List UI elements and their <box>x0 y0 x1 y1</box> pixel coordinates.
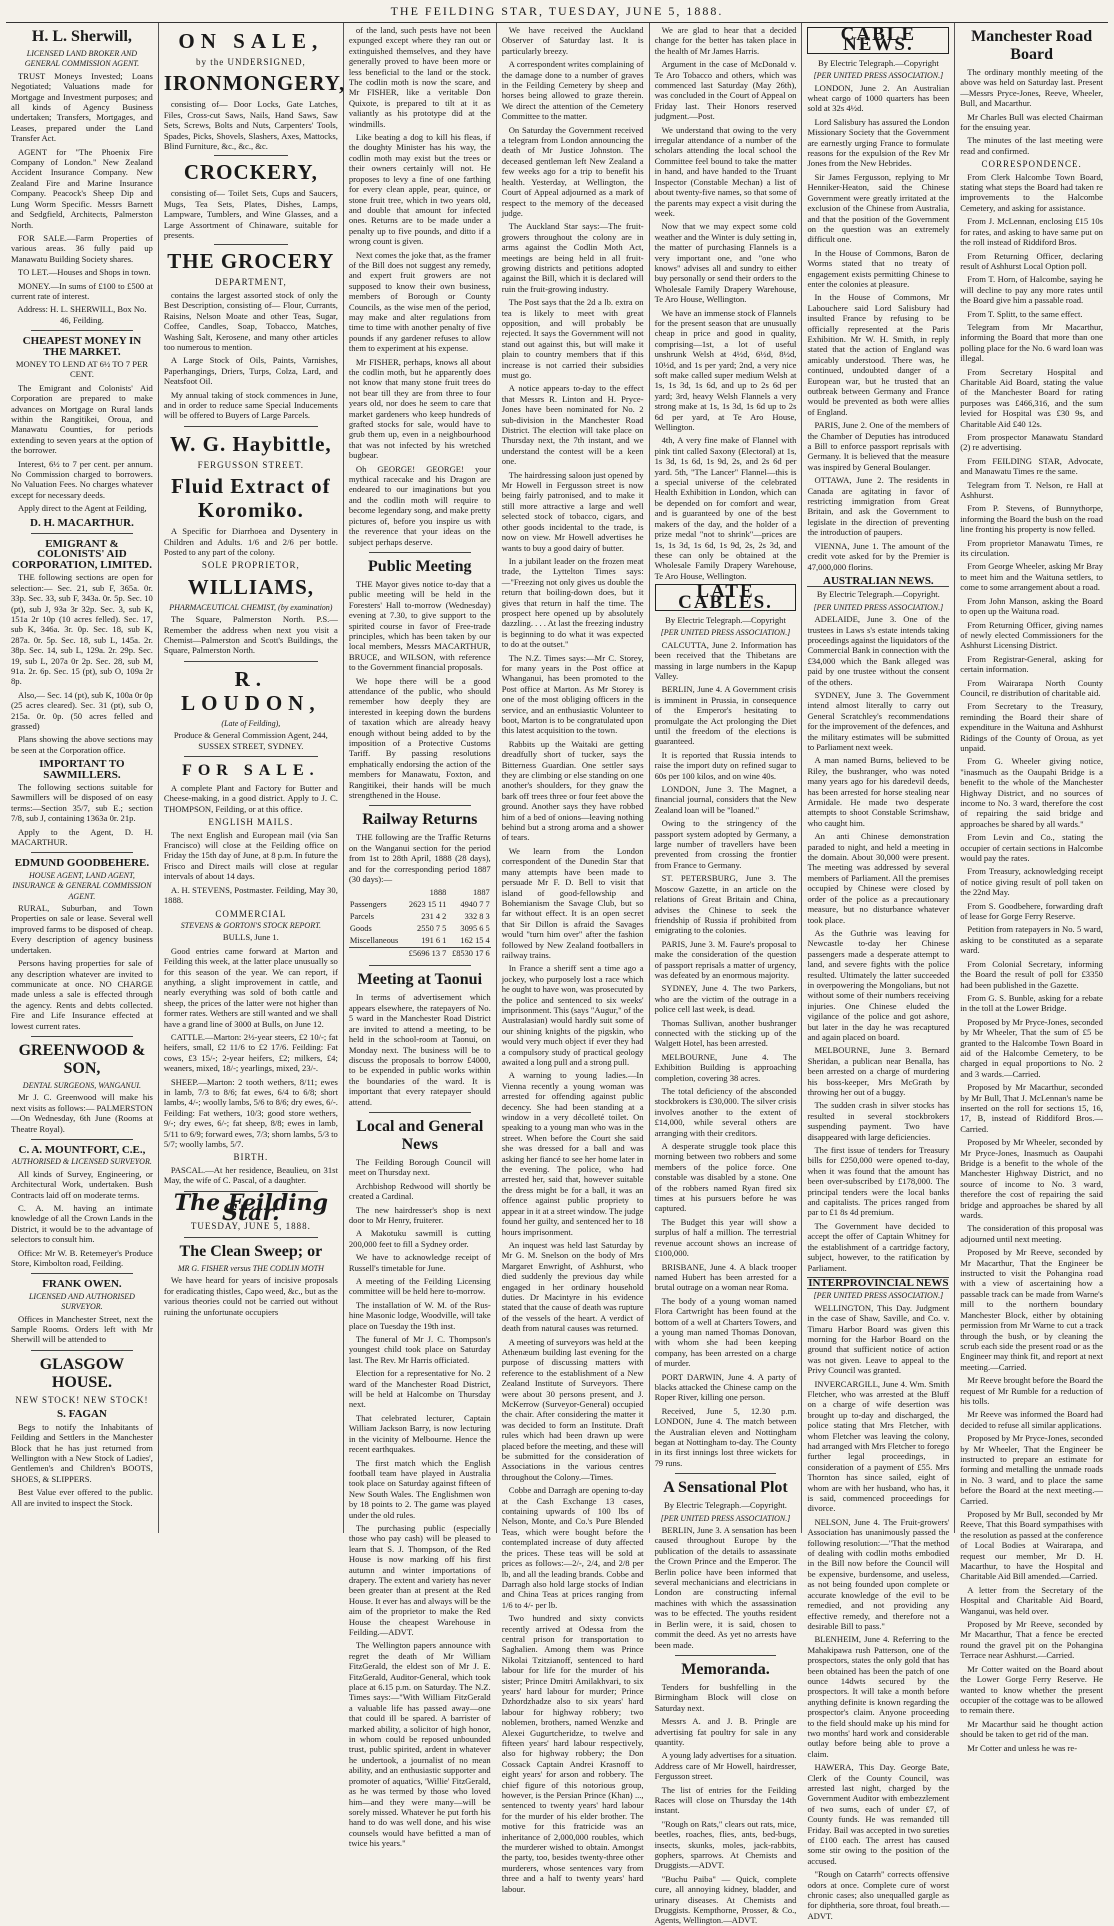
board-minutes-item: From Returning Officer, declaring result of Ashhurst Local Option poll. <box>960 250 1103 271</box>
haybittle-subheading: FERGUSSON STREET. <box>197 459 305 470</box>
cable-item: CALCUTTA, June 2. Information has been received that the Thibetans are massing in large numbers in the Kapup Valley. <box>654 639 797 681</box>
sensational-plot-agency: [PER UNITED PRESS ASSOCIATION.] <box>660 1513 791 1523</box>
birth-text: PASCAL.—At her residence, Beaulieu, on 31st May, the wife of C. Pascal, of a daughter. <box>163 1164 338 1186</box>
column-1 <box>6 23 159 1533</box>
on-sale-heading: ON SALE, <box>178 29 324 53</box>
board-minutes-item: From Levin and Co., stating the occupier of certain sections in Halcombe would pay the rates. <box>960 832 1103 864</box>
cable-item: In the House of Commons, Baron de Worms stated that no treaty of engagement exists permitting Chinese to enter the colonies at pleasure. <box>807 247 950 289</box>
cable-item: PORT DARWIN, June 4. A party of blacks attacked the Chinese camp on the Roper River, killing one person. <box>654 1371 797 1403</box>
late-cables-heading: LATE CABLES. <box>655 584 797 611</box>
sherwill-text: AGENT for "The Phoenix Fire Company of London." New Zealand Accident Insurance Company. New Zealand Fire and Marine Insurance Company. Peacock's Sheep Dip and Lung Worm Specific. Messrs Barnett and Sedgfield, Architects, Palmerston North. <box>11 146 153 230</box>
table-cell: £8530 17 6 <box>452 949 490 959</box>
emigrant-heading: EMIGRANT & COLONISTS' AID CORPORATION, LIMITED. <box>11 538 152 571</box>
board-minutes-item: Proposed by Mr Wheeler, seconded by Mr Pryce-Jones, Inasmuch as Oaupahi Bridge is a benefit to the whole of the Manchester Highway District, and no source of income to No. 3 ward, therefore the cost of repairing the said bridge and approaches be shared by all wards. <box>960 1137 1103 1221</box>
table-cell: Parcels <box>349 912 375 922</box>
board-minutes-item: Telegram from Mr Macarthur, informing the Board that more than one polling place for the No. 6 ward loan was illegal. <box>960 321 1103 364</box>
interprovincial-news-item: HAWERA, This Day. George Bate, Clerk of the County Council, was arrested last night, charged by the Government Auditor with embezzlement of two sums, each of under £7, of County funds. He was remanded till Friday. Bail was accepted in two sureties of £100 each. The arrest has caused some stir owing to the position of the accused. <box>807 1762 950 1866</box>
local-news-item: A warning to young ladies.—In Vienna recently a young woman was arrested for offending against public decency. She had been standing at a window in a very décolleté toilet. On speaking to a young man who was in the street. When before the Court she said she was dressed for a ball and was asking her fiancé to see her home later in the evening. The police, who had arrested her, said that, however suitable the dress might be for a ball, it was an offence against public propriety to appear in it at a street window. The judge found her guilty, and sentenced her to 18 hours imprisonment. <box>501 1070 644 1237</box>
sensational-plot-heading: A Sensational Plot <box>663 1479 788 1497</box>
clean-sweep-text: We have heard for years of incisive proposals for eradicating thistles, Capo weed, &c., but as the various theories could not be carried out without ruining the unfortunate occupiers <box>163 1275 338 1317</box>
australian-news-item: SYDNEY, June 3. The Government intend almost literally to carry out General Scratchley's recommendations for the improvement of the defences, and the military estimates will be submitted to Parliament next week. <box>807 689 950 752</box>
board-minutes-item: Mr Charles Bull was elected Chairman for the ensuing year. <box>960 111 1103 133</box>
board-minutes-item: From John Manson, asking the Board to open up the Waituna road. <box>960 595 1103 617</box>
koromiko-text: A Specific for Diarrhoea and Dysentery in Children and Adults. 1/6 and 2/6 per bottle. Posted to any part of the colony. <box>163 526 338 557</box>
australian-news-item: An anti Chinese demonstration paraded to night, and held a meeting in the domain. About 30,000 were present. The meeting was addressed by several members of Parliament. All the premises occupied by Chinese were closed by order of the police as a precautionary measure, but no disturbance whatever took place. <box>807 831 950 925</box>
cable-item: PARIS, June 2. One of the members of the Chamber of Deputies has introduced a Bill to enforce passport reprisals with Germany. It is believed that the measure was inspired by General Boulanger. <box>807 420 950 472</box>
board-minutes-item: From P. Stevens, of Bunnythorpe, informing the Board the bush on the road line fronting his property is now felled. <box>960 503 1103 535</box>
loudon-heading: R. LOUDON, <box>181 666 321 715</box>
sherwill-heading: H. L. Sherwill, <box>31 28 132 45</box>
fagan-text: Begs to notify the Inhabitants of Feilding and Settlers in the Manchester Block that he has just returned from Wellington with a New Stock of Ladies', Gentlemen's and Children's BOOTS, SHOES, & SLIPPERS. <box>11 1421 153 1484</box>
memoranda-item: Messrs A. and J. B. Pringle are advertising fat poultry for sale in any quantity. <box>654 1716 797 1747</box>
haybittle-heading: W. G. Haybittle, <box>170 431 332 456</box>
loudon-text: Produce & General Commission Agent, 244, SUSSEX STREET, SYDNEY. <box>173 730 328 751</box>
divider <box>184 426 318 427</box>
grocery-subheading: DEPARTMENT, <box>215 277 287 288</box>
column-4 <box>497 23 650 1894</box>
local-news-item: We have received the Auckland Observer of Saturday last. It is particularly breezy. <box>501 25 644 56</box>
crockery-heading: CROCKERY, <box>183 160 318 185</box>
board-minutes-item: From S. Goodbehere, forwarding draft of lease for Gorge Ferry Reserve. <box>960 900 1103 922</box>
public-meeting-heading: Public Meeting <box>368 557 472 575</box>
cable-item: LONDON, June 2. An Australian wheat cargo of 1000 quarters has been sold at 32s 4½d. <box>807 82 950 114</box>
newspaper-date: TUESDAY, JUNE 5, 1888. <box>190 1221 311 1232</box>
board-minutes-item: Proposed by Mr Macarthur, seconded by Mr Bull, That J. McLennan's name be inserted on the roll for sections 15, 16, 17, B, instead of Riddiford Bros.—Carried. <box>960 1082 1103 1134</box>
koromiko-heading: Fluid Extract of Koromiko. <box>171 474 331 523</box>
table-row <box>349 948 491 961</box>
ironmongery-heading: IRONMONGERY, <box>163 71 346 96</box>
local-news-item: 4th, A very fine make of Flannel with pink tint called Saxony (Electoral) at 1s, 1s 3d, 1s 6d, 1s 9d, 2s, and 2s 6d per yard. 5th, "The Lancer" Flannel—this is a special universe of the celebrated Health Exhibition in London, which can be depended on for comfort and wear, and is guaranteed by one of the best makers of the day, and the holder of a prize medal "not to shrink"—prices are 1s, 1s 3d, 1s 6d, 1s 9d, 2s, 2s 3d, and these can only be obtained at the Wholesale Family Drapery Warehouse, Te Aro House, Wellington. <box>654 435 797 581</box>
local-news-item: Argument in the case of McDonald v. Te Aro Tobacco and others, which was commenced last Saturday (May 26th), was concluded in the Court of Appeal on Friday last. Their Honors reserved judgment.—Post. <box>654 59 797 122</box>
grocery-text: A Large Stock of Oils, Paints, Varnishes, Paperhangings, Driers, Turps, Colza, Lard, and Neatsfoot Oil. <box>163 355 338 387</box>
column-5 <box>650 23 803 1926</box>
column-3 <box>344 23 497 1849</box>
cable-item: The body of a young woman named Flora Cartwright has been found at the bottom of a well at Charters Towers, and a young man named Thomas Donovan, with whom she had been keeping company, has been arrested on a charge of murder. <box>654 1295 797 1369</box>
divider <box>31 1036 133 1037</box>
memoranda-item: The list of entries for the Feilding Races will close on Thursday the 14th instant. <box>654 1784 797 1816</box>
board-minutes-item: Telegram from T. Nelson, re Hall at Ashhurst. <box>960 479 1103 501</box>
local-news-item: The funeral of Mr J. C. Thompson's youngest child took place on Saturday last. The Rev. Mr Harris officiated. <box>348 1334 491 1365</box>
table-cell: 1887 <box>472 888 490 898</box>
grocery-text: contains the largest assorted stock of only the Best Description, consisting of— Flour, Currants, Raisins, Nelson Moate and other Teas, Sugar, Coffee, Candles, Soap, Tobacco, Matches, Washing Salt, Kerosene, and many other articles too numerous to mention. <box>163 289 338 352</box>
local-news-item: Two hundred and sixty convicts recently arrived at Odessa from the central prison for transportation to Saghalien. Among them was Prince Nikolai Tzitzianoff, sentenced to hard labour for life for the murder of his sister; Prince Dmitri Amilakhvari, to six years' hard labour for murder; Prince Dzhordzhadze also to six years' hard labour for highway robbery; two noblemen, brothers, named Wenzke and Alexei Gugurtcheridze, to twelve and fifteen years' hard labour respectively, also for highway robbery; the Don Cossack Captain Andrei Krasnoff to eight years' for arson and robbery. The chief figure of this notorious group, however, is the Persian Prince (Khan) ..., sentenced to twenty years' hard labour for the murder of his elder brother. The motive for this fratricide was an inheritance of 2,000,000 roubles, which the murderer wished to obtain. Amongst the party, too, besides twenty-three other murderers, whose sentences vary from three and a half to twenty years' hard labour. <box>501 1613 644 1894</box>
australian-news-item: As the Guthrie was leaving for Newcastle to-day her Chinese passengers made a desperate attempt to land, and severe fights with the police resulted. Ultimately the latter succeeded in overpowering the Mongolians, but not without some of their numbers receiving injuries. One Chinese eluded the vigilance of the police and got ashore, but later in the day he was recaptured and again placed on board. <box>807 927 950 1042</box>
mountfort-subheading: AUTHORISED & LICENSED SURVEYOR. <box>12 1157 152 1167</box>
divider <box>214 155 288 156</box>
table-cell: 4940 7 7 <box>460 900 490 910</box>
local-news-item: The first match which the English football team have played in Australia took place on Saturday against fifteen of New South Wales. The Englishmen won by 18 points to 2. The game was played under the old rules. <box>348 1457 491 1520</box>
cable-item: VIENNA, June 1. The amount of the credit vote asked for by the Premier is 47,000,000 florins. <box>807 540 950 572</box>
sawmillers-text: Apply to the Agent, D. H. MACARTHUR. <box>11 826 153 848</box>
goodbehere-text: RURAL, Suburban, and Town Properties on sale or lease. Several well improved farms to be disposed of cheap. Every description of agency business undertaken. <box>11 903 153 955</box>
cable-item: BERLIN, June 4. A Government crisis is imminent in Prussia, in consequence of the Emperor's hesitating to promulgate the Act prolonging the Diet until the freedom of the elections is guaranteed. <box>654 684 797 747</box>
divider <box>214 244 288 245</box>
cable-item: The Budget this year will show a surplus of half a million. The terrestrial revenue account shows an increase of £100,000. <box>654 1216 797 1259</box>
cable-item: Lord Salisbury has assured the London Missionary Society that the Government are earnestly urging France to formulate reasons for the expulsion of the Rev Mr Jones from the New Hebrides. <box>807 116 950 169</box>
clean-sweep-heading: The Clean Sweep; or <box>179 1242 323 1260</box>
railway-returns-table <box>349 887 491 960</box>
loudon-subheading: (Late of Feilding), <box>221 718 281 728</box>
table-row <box>349 887 491 899</box>
cable-item: It is reported that Russia intends to raise the import duty on refined sugar to 60s per 100 kilos, and on wine 40s. <box>654 749 797 781</box>
cable-news-agency: [PER UNITED PRESS ASSOCIATION.] <box>813 71 944 81</box>
divider <box>369 1112 471 1113</box>
board-minutes-item: Proposed by Mr Reeve, seconded by Mr Macarthur, That the Engineer be instructed to visit the Pohangina road with a view of ascertaining how a passable track can be made from Warne's mill to the northern boundary Manchester Block, either by obtaining permission from Mr Warne to cut a track through the bush, or by cleaning the scrub each side the present road or as the Engineer may think fit, and report at next meeting.—Carried. <box>960 1247 1103 1372</box>
local-news-item: That celebrated lecturer, Captain William Jackson Barry, is now lecturing in the vicinity of Melbourne. Hence the recent earthquakes. <box>348 1412 491 1455</box>
article-text: Next comes the joke that, as the framer of the Bill does not suggest any remedy, and expert fruit growers are not supposed to know their own business, members of Borough or County Councils, as the wise men of the period, may make and alter regulations from time to time with another penalty of five pounds if any gardener refuses to allow them to experiment at his expense. <box>348 249 491 354</box>
divider <box>369 965 471 966</box>
late-cables-byline: By Electric Telegraph.—Copyright <box>665 614 786 625</box>
grocery-text: My annual taking of stock commences in June, and in order to reduce same Special Inducements will be offered to Buyers of Large Parcels. <box>163 389 338 421</box>
table-cell: 3095 6 5 <box>460 924 490 934</box>
money-text: The Emigrant and Colonists' Aid Corporation are prepared to make advances on Mortgage on Rural lands within the Rangitikei, Oroua, and Manawatu Counties, for periods extending to seven years at the option of the borrower. <box>11 382 153 456</box>
goodbehere-subheading: HOUSE AGENT, LAND AGENT, INSURANCE & GENERAL COMMISSION AGENT. <box>12 870 152 901</box>
divider <box>31 533 133 534</box>
mountfort-heading: C. A. MOUNTFORT, C.E., <box>18 1143 146 1156</box>
divider <box>184 1237 318 1238</box>
goodbehere-heading: EDMUND GOODBEHERE. <box>14 857 150 870</box>
greenwood-text: Mr J. C. Greenwood will make his next visits as follows:— PALMERSTON—On Wednesday, 6th June (Rooms at Theatre Royal). <box>11 1092 153 1134</box>
board-minutes-item: From T. Splitt, to the same effect. <box>967 308 1083 319</box>
table-cell: 162 15 4 <box>460 936 490 946</box>
mails-signature: A. H. STEVENS, Postmaster. Feilding, May 30, 1888. <box>163 884 338 906</box>
sole-proprietor: SOLE PROPRIETOR, <box>201 560 300 571</box>
interprovincial-news-agency: [PER UNITED PRESS ASSOCIATION.] <box>813 1291 944 1301</box>
article-text: of the land, such pests have not been expunged except where they ran out or extinguished themselves, and they have generally proved to have been more or less beneficial to the land or the stock. The codlin moth is now the scare, and Mr FISHER, like a veritable Don Quixote, is prepared to tilt at it as valiantly as his prototype did at the windmills. <box>348 25 491 129</box>
cable-item: Owing to the stringency of the passport system adopted by Germany, a large number of travellers have been prevented from crossing the frontier from France to Germany. <box>654 818 797 870</box>
column-7 <box>955 23 1108 1753</box>
interprovincial-news-item: "Rough on Catarrh" corrects offensive odors at once. Complete cure of worst chronic cases; also unequalled gargle as for diphtheria, sore throat, foul breath.—ADVT. <box>807 1869 950 1921</box>
local-news-item: The hairdressing saloon just opened by Mr Howell in Fergusson street is now being fairly patronised, and to make it still more attractive a large and well selected stock of tobacco, cigars, and other goods incidental to the trade, is now on view. Mr Howell advertises he wants to buy a good dairy of butter. <box>501 469 644 553</box>
board-minutes-item: Proposed by Mr Pryce-Jones, seconded by Mr Wheeler, That the Engineer be instructed to prepare an estimate for forming and metalling the unmade roads in No. 3 ward, and to place the same before the Board at the next meeting.—Carried. <box>960 1433 1103 1506</box>
local-news-item: Now that we may expect some cold weather and the Winter is duly setting in, the matter of purchasing Flannels is a very important one, and "one who knows" advises all and sundry to either buy personally or send their orders to the Wholesale Family Drapery Warehouse, Te Aro House, Wellington. <box>654 221 797 305</box>
divider <box>31 330 133 331</box>
divider <box>184 661 318 662</box>
grocery-heading: THE GROCERY <box>167 249 335 274</box>
williams-text: The Square, Palmerston North. P.S.—Remember the address when next you visit a Chemist—Palmerston and Scott's Buildings, the Square, Palmerston North. <box>163 614 338 656</box>
board-minutes-item: From Registrar-General, asking for certain information. <box>960 653 1103 675</box>
sawmillers-heading: IMPORTANT TO SAWMILLERS. <box>39 758 125 781</box>
sherwill-text: TRUST Moneys Invested; Loans Negotiated; Valuations made for Mortgage and Investment purposes; and all kinds of Agency Business undertaken; Transfers, Mortgages, and Leases, prepared under the Land Transfer Act. <box>11 70 153 144</box>
fagan-heading: S. FAGAN <box>56 1408 107 1421</box>
local-news-item: An inquest was held last Saturday by Mr G. M. Snelson on the body of Mrs Margaret Enwright, of Ashhurst, who died suddenly the previous day while engaged in her ordinary household duties. Dr Macintyre in his evidence stated that the cause of death was rupture of the vessels of the heart. A verdict of death from natural causes was returned. <box>501 1239 644 1334</box>
sherwill-text: FOR SALE.—Farm Properties of various areas. 36 fully paid up Manawatu Building Society shares. <box>11 232 153 264</box>
local-news-item: We are glad to hear that a decided change for the better has taken place in the health of Mr James Harris. <box>654 25 797 56</box>
board-minutes-item: From FEILDING STAR, Advocate, and Manawatu Times re the same. <box>960 455 1103 477</box>
memoranda-heading: Memoranda. <box>681 1660 770 1678</box>
local-news-item: In France a sheriff sent a time ago a jockey, who purposely lost a race which he ought to have won, was prosecuted by the police and sentenced to six weeks' imprisonment. This (says "Augur," of the Australasian) would hardly suit some of our shining knights of the pigskin, who would very much object if ever they had a compulsory study of practical geology awaited a long pull and a strong pull. <box>501 963 644 1067</box>
cable-item: SYDNEY, June 4. The two Parkers, who are the victim of the outrage in a police cell last week, is dead. <box>654 983 797 1015</box>
for-sale-text: A complete Plant and Factory for Butter and Cheese-making, in a good district. Apply to J. C. THOMPSON, Feilding, or at this office. <box>163 783 338 814</box>
local-news-item: The new hairdresser's shop is next door to Mr Henry, fruiterer. <box>348 1204 491 1225</box>
memoranda-item: "Rough on Rats," clears out rats, mice, beetles, roaches, flies, ants, bed-bugs, insects, skunks, moles, jack-rabbits, gophers, sparrows. At Chemists and Druggists.—ADVT. <box>654 1818 797 1871</box>
table-row <box>349 923 491 935</box>
greenwood-heading: GREENWOOD & SON, <box>18 1041 146 1077</box>
interprovincial-news-item: INVERCARGILL, June 4. Wm. Smith Fletcher, who was arrested at the Bluff on a charge of wife desertion was brought up to-day and discharged, the police stating that Mrs Fletcher, with whom Fletcher was leaving the colony, had arranged with Mrs Fletcher to forego further legal proceedings, in consideration of a payment of £55. Mrs Thornton has since sailed, eight of whom are with her husband, who has, it is said, commenced proceedings for divorce. <box>807 1378 950 1514</box>
sherwill-address: Address: H. L. SHERWILL, Box No. 46, Feilding. <box>17 304 147 325</box>
mountfort-text: Office: Mr W. B. Retemeyer's Produce Store, Kimbolton road, Feilding. <box>11 1247 153 1269</box>
emigrant-text: THE following sections are open for selection:— Sec. 21, sub F, 365a. 0r. 33p. Sec. 33, sub F, 343a. 0r. 5p. Sec. 10 (pt), sub J, 93a 3r 32p. Sec. 3, sub K, 151a 2r 10p (10 acres felled). Sec. 17, sub K, 346a. 3r. 0p. Sec. 18, sub K, 287a. 0r. 5p. Sec. 18, sub L, 145a. 2r. 38p. Sec. 14, sub L, 129a. 2r. 29p. Sec. 19, sub L, 207a 0r 2p. Sec. 28, sub M, 91a. 2r. 6p. Sec. 15 (pt), sub O, 109a 2r 8p. <box>11 572 153 687</box>
local-news-item: The Feilding Borough Council will meet on Thursday next. <box>348 1156 491 1178</box>
owen-text: Offices in Manchester Street, next the Sample Rooms. Orders left with Mr Sherwill will be attended to <box>11 1313 153 1345</box>
late-cables-agency: [PER UNITED PRESS ASSOCIATION.] <box>660 628 791 638</box>
public-meeting-text: We hope there will be a good attendance of the public, who should remember how deeply they are interested in keeping down the burdens of taxation which are already heavy enough without being added to by the imposition of a Protective Customs Tariff. By passing resolutions emphatically endorsing the action of the members for Manawatu, Foxton, and Rangitikei, their hands will be much strengthened in the House. <box>348 675 491 801</box>
divider <box>675 1473 777 1474</box>
australian-news-byline: By Electric Telegraph.—Copyright. <box>816 589 940 600</box>
money-text: Apply direct to the Agent at Feilding, <box>18 503 147 514</box>
cable-item: Sir James Fergusson, replying to Mr Henniker-Heaton, said the Chinese Government were greatly irritated at the exclusion of the Chinese from Australia, and that the position of the Government on the question was an extremely difficult one. <box>807 171 950 245</box>
article-text: Like beating a dog to kill his fleas, if the doughty Minister has his way, the codlin moth may exist but the trees or their owners certainly will not. He proposes to levy a fine of one farthing for every clean apple, pear, quince, or stone fruit tree, which in two years old, and double that amount for infected ones. Returns are to be made under a penalty up to five pounds, and ditto if a wrong count is given. <box>348 132 491 247</box>
local-news-item: The Wellington papers announce with regret the death of Mr William FitzGerald, the eldest son of Mr J. E. FitzGerald, Auditor-General, which took place at 6.15 p.m. on Saturday. The N.Z. Times says:—"With William FitzGerald a valuable life has passed away—one that could ill be spared. A barrister of marked ability, a solicitor of high honor, in whom could be reposed unbounded trust, public spirited, ardent in whatever he undertook, a journalist of no mean ability, and an enthusiastic supporter and promoter of aquatics, 'Willie' FitzGerald, as he was termed by those who loved him—and they were many—will be sorely missed. Whatever he put forth his hand to do was well done, and his wise counsels would have befitted a man of twice his years." <box>348 1640 491 1849</box>
board-minutes-item: The consideration of this proposal was adjourned until next meeting. <box>960 1223 1103 1244</box>
table-cell: 1888 <box>429 888 447 898</box>
local-news-item: Cobbe and Darragh are opening to-day at the Cash Exchange 13 cases, containing upwards of 100 lbs of Nelson, Monte, and Co.'s Pure Blended Teas, which were bought before the contemplated increase of duty affected the prices. These teas will be sold at prices as follows:—2/-, 2/4, and 2/8 per lb, and all the leading brands. Cobbe and Darragh also hold large stocks of Indian and China Teas at prices ranging from 1/6 to 4/- per lb. <box>501 1485 644 1610</box>
cable-news-heading: CABLE NEWS. <box>807 27 949 54</box>
cable-news-byline: By Electric Telegraph.—Copyright <box>818 57 939 68</box>
ironmongery-text: consisting of— Door Locks, Gate Latches, Files, Cross-cut Saws, Nails, Hand Saws, Saw Sets, Screws, Bolts and Nuts, Carpenters' Tools, Spades, Picks, Shovels, Slashers, Axes, Mattocks, Blind Furniture, &c., &c., &c. <box>163 99 338 152</box>
australian-news-heading: AUSTRALIAN NEWS. <box>807 576 949 587</box>
board-minutes-item: Mr Cotter and unless he was re- <box>967 1742 1078 1753</box>
commercial-heading: COMMERCIAL <box>215 908 287 919</box>
board-minutes-item: From T. Horn, of Halcombe, saying he will decline to pay any more rates until the Board give him a passable road. <box>960 274 1103 306</box>
board-minutes-item: Mr Cotter waited on the Board about the Lower Gorge Ferry Reserve. He wanted to know whether the present occupier of the cottage was to be allowed to remain there. <box>960 1663 1103 1716</box>
local-news-item: We understand that owing to the very irregular attendance of a number of the scholars attending the local school the Committee feel bound to take the matter in hand, and have handed to the Truant Inspector (Constable Mechan) a list of about twenty-five names, so that some of the parents may expect a visit during the week. <box>654 124 797 218</box>
commercial-date: BULLS, June 1. <box>222 932 279 943</box>
column-2 <box>159 23 344 1533</box>
cable-item: The total deficiency of the absconded stockbrokers is £30,000. The silver crisis involves another to the extent of £14,000, while several others are arranging with their creditors. <box>654 1086 797 1138</box>
board-minutes-item: From J. McLennan, enclosing £15 10s for rates, and asking to have same put on the roll instead of Riddiford Bros. <box>960 216 1103 248</box>
table-cell: 332 8 3 <box>464 912 490 922</box>
money-text: MONEY TO LEND AT 6½ TO 7 PER CENT. <box>15 358 148 380</box>
taonui-meeting-text: In terms of advertisement which appears elsewhere, the ratepayers of No. 5 ward in the Manchester Road District are invited to attend a meeting, to be held in the school-room at Taonui, on Monday next. The business will be to discuss the proposals to borrow £4000, to be expended in public works within the boundaries of the ward. It is important that every ratepayer should attend. <box>348 992 491 1107</box>
board-minutes-item: From Secretary Hospital and Charitable Aid Board, stating the value of the Manchester Board for rating purposes was £466,316, and the sum levied for Hospital was £30 9s, and Charitable Aid £40 12s. <box>960 366 1103 429</box>
table-cell: Miscellaneous <box>349 936 399 946</box>
glasgow-subheading: NEW STOCK! NEW STOCK! <box>15 1394 149 1405</box>
sherwill-text: TO LET.—Houses and Shops in town. <box>18 267 151 278</box>
williams-heading: WILLIAMS, <box>187 574 314 599</box>
board-minutes-item: Mr Reeve brought before the Board the request of Mr Rumble for a reduction of his tolls. <box>960 1375 1103 1406</box>
money-signature: D. H. MACARTHUR. <box>30 516 134 529</box>
goodbehere-text: Persons having properties for sale of any description whatever are invited to communicate at once. NO CHARGE made unless a sale is effected through the agency. Rents and debts collected. Fire and Life Insurance effected at lowest current rates. <box>11 958 153 1031</box>
mountfort-text: C. A. M. having an intimate knowledge of all the Crown Lands in the District, it would be to the advantage of selectors to consult him. <box>11 1203 153 1245</box>
sherwill-subheading: LICENSED LAND BROKER AND GENERAL COMMISSION AGENT. <box>24 49 140 69</box>
memoranda-item: "Buchu Paiba" — Quick, complete cure, all annoying kidney, bladder, and urinary diseases. At Chemists and Druggists. Kempthorne, Prosser, & Co., Agents, Wellington.—ADVT. <box>654 1873 797 1926</box>
local-news-item: The N.Z. Times says:—Mr C. Storey, for many years in the Post office at Whanganui, has been promoted to the Post office at Marton. As Mr Storey is one of the most obliging officers in the service, and an enthusiastic Volunteer to boot, Marton is to be congratulated upon this latest acquisition to the town. <box>501 652 644 736</box>
glasgow-heading: GLASGOW HOUSE. <box>39 1355 125 1391</box>
clean-sweep-subheading: MR G. FISHER versus THE CODLIN MOTH <box>177 1263 324 1273</box>
table-cell: £5696 13 7 <box>408 949 447 959</box>
board-minutes-item: From Treasury, acknowledging receipt of notice giving result of poll taken on the 22nd May. <box>960 866 1103 898</box>
table-cell: Goods <box>349 924 372 934</box>
board-minutes-item: Petition from ratepayers in No. 5 ward, asking to be constituted as a separate ward. <box>960 924 1103 956</box>
owen-heading: FRANK OWEN. <box>42 1278 122 1291</box>
board-minutes-item: From proprietor Manawatu Times, re its circulation. <box>960 537 1103 559</box>
money-text: Interest, 6½ to 7 per cent. per annum. No Commission charged to borrowers. No Valuation Fees. No charges whatever except for necessary deeds. <box>11 458 153 500</box>
memoranda-item: Tenders for bushfelling in the Birmingham Block will close on Saturday next. <box>654 1681 797 1713</box>
mountfort-text: All kinds of Survey, Engineering, or Architectural Work, undertaken. Bush Contracts laid off on moderate terms. <box>11 1168 153 1200</box>
board-minutes-item: From G. S. Bunble, asking for a rebate in the toll at the Lower Bridge. <box>960 992 1103 1014</box>
columns <box>6 23 1108 1926</box>
sensational-plot-text: BERLIN, June 3. A sensation has been caused throughout Europe by the publication of the details to assassinate the Crown Prince and the Emperor. The Berlin police have been informed that several mechanicians and electricians in London are constructing infernal machines with which the assassination was to be effected. The youths resident in Berlin were, it is said, chosen to commit the deed. As yet no arrests have been made. <box>654 1525 797 1650</box>
table-cell: 2550 7 5 <box>417 924 447 934</box>
commercial-text: Good entries came forward at Marton and Feilding this week, at the latter place unusually so for this season of the year. We can report, if anything, a slight improvement in cattle, and nearly everything was sold of both cattle and sheep, the prices of the latter were not higher than former rates. Wethers are still wanted and we shall have a grand line of 3000 at Bulls, on June 12. <box>163 945 338 1029</box>
table-cell <box>349 948 404 961</box>
cable-item: A desperate struggle took place this morning between two robbers and some members of the police force. One constable was disabled by a stone. One of the robbers named Ryan fired six times at his pursuers before he was captured. <box>654 1141 797 1214</box>
for-sale-heading: FOR SALE. <box>182 762 320 780</box>
on-sale-by: by the UNDERSIGNED, <box>195 57 306 67</box>
australian-news-item: MELBOURNE, June 3. Bernard Sheridan, a publican near Benalla, has been arrested on a charge of murdering his boss-keeper, Mrs McGrath by throwing her out of a buggy. <box>807 1045 950 1097</box>
local-news-item: A meeting of surveyors was held at the Athenæum building last evening for the purpose of discussing matters with reference to the establishment of a New Zealand Institute of Surveyors. There were about 30 persons present, and J. McKerrow (Surveyor-General) occupied the chair. After considering the matter it was decided to form an Institute. Draft rules which had been drawn up were placed before the meeting, and these will be submitted for the consideration of Associations in the various centres throughout the Colony.—Times. <box>501 1336 644 1482</box>
railway-returns-text: THE following are the Traffic Returns on the Wanganui section for the period from 1st to 28th April, 1888 (28 days), and for the corresponding period 1887 (30 days):— <box>348 832 491 885</box>
divider <box>369 552 471 553</box>
local-news-item: Election for a representative for No. 2 ward of the Manchester Road District, will be held at Halcombe on Thursday next. <box>348 1368 491 1410</box>
article-text: Mr FISHER, perhaps, knows all about the codlin moth, but he apparently does not know that many stone fruit trees do not bear till they are from three to four years old, nor does he seem to care that market gardeners who keep hundreds of grafted stocks for sale, would have to grub them up, even in a neighbourhood that was not infected by his wretched bugbear. <box>348 356 491 461</box>
australian-news-item: The Government have decided to accept the offer of Captain Whitney for the establishment of a cartridge factory, subject, however, to the ratification by Parliament. <box>807 1220 950 1273</box>
divider <box>675 1655 777 1656</box>
board-minutes-item: A letter from the Secretary of the Hospital and Charitable Aid Board, Wanganui, was held over. <box>960 1584 1103 1616</box>
australian-news-item: The sudden crash in silver stocks has resulted in several stockbrokers suspending payment. Two have disappeared with large deficiencies. <box>807 1100 950 1142</box>
commercial-subheading: STEVENS & GORTON'S STOCK REPORT. <box>180 920 321 930</box>
local-news-item: We learn from the London correspondent of the Dunedin Star that many attempts have been made to persuade Mr F. D. Bell to visit that island of good-fellowship and Bohemianism the Savage Club, but so far without effect. It is an open secret that Sir Dillon is afraid the Savages would "turn him over" after the fashion followed by New Zealand footballers in railway trains. <box>501 845 644 960</box>
board-minutes-item: From George Wheeler, asking Mr Bray to meet him and the Waituna settlers, to come to some arrangement about a road. <box>960 561 1103 593</box>
board-minutes-item: From Wairarapa North County Council, re distribution of charitable aid. <box>960 677 1103 698</box>
mails-heading: ENGLISH MAILS. <box>208 817 294 828</box>
table-cell: Passengers <box>349 900 387 910</box>
board-minutes-item: Proposed by Mr Pryce-Jones, seconded by Mr Wheeler, That the sum of £5 be granted to the Halcombe Town Board in aid of the Halcombe Cemetery, to be charged in equal proportions to No. 2 and 3 wards.—Carried. <box>960 1016 1103 1079</box>
local-news-item: Rabbits up the Waitaki are getting dreadfully short of tucker, says the Bitterness Guardian. One settler says they are climbing or else standing on one another's shoulders, for they gnaw the bark off trees three or four feet above the ground. Another says they have robbed him of a bed of onions—leaving nothing behind but a strong aroma and a shower of tears. <box>501 738 644 843</box>
manchester-road-board-heading: Manchester Road Board <box>971 28 1093 63</box>
table-cell: 191 6 1 <box>421 936 447 946</box>
commercial-text: SHEEP.—Marton: 2 tooth wethers, 8/11; ewes in lamb, 7/3 to 8/6; fat ewes, 6/4 to 6/8; short lambs, 4/-; woolly lambs, 5/6 to 8/6; dry ewes, 6/-. Feilding: Fat wethers, 10/3; good store wethers, 9/-; dry ewes, 6/-; fat sheep, 8/8; ewes in lamb, 5/11 to 6/9; forward ewes, 7/3; shorn lambs, 5/3 to 5/7; woolly lambs, 5/7. <box>163 1076 338 1150</box>
divider <box>31 1273 133 1274</box>
local-news-item: We have to acknowledge receipt of Russell's timetable for June. <box>348 1252 491 1273</box>
column-6 <box>802 23 955 1921</box>
board-minutes-item: From prospector Manawatu Standard (2) re advertising. <box>960 432 1103 453</box>
sherwill-text: MONEY.—In sums of £100 to £500 at current rate of interest. <box>11 280 153 301</box>
cable-item: MELBOURNE, June 4. The Exhibition Building is approaching completion, covering 38 acres. <box>654 1051 797 1083</box>
cable-item: LONDON, June 3. The Magnet, a financial journal, considers that the New Zealand loan will be "loaned." <box>654 784 797 815</box>
cable-item: Thomas Sullivan, another bushranger connected with the sticking up of the Walgett Hotel, has been arrested. <box>654 1017 797 1049</box>
interprovincial-news-item: BLENHEIM, June 4. Referring to the Mahakipawa rush Patterson, one of the prospectors, states the only gold that has been obtained has been the patch of one ounce 14dwts secured by the prospectors. It will take a month before anything definite is known regarding the prospector's claim. Anyone proceeding to the field should make up his mind for two months' hard work and considerable outlay before being able to prove a claim. <box>807 1634 950 1759</box>
cable-item: BRISBANE, June 4. A black trooper named Hubert has been arrested for a brutal outrage on a woman near Roma. <box>654 1261 797 1293</box>
local-news-item: A Makotuku sawmill is cutting 200,000 feet to fill a Sydney order. <box>348 1228 491 1249</box>
local-news-heading: Local and General News <box>356 1117 484 1153</box>
board-minutes-item: From G. Wheeler giving notice, "inasmuch as the Oaupahi Bridge is a benefit to the whole of the Manchester Highway District, and no sources of income to No. 3 ward, therefore the cost of repairing the said bridge and approaches be shared by all wards." <box>960 756 1103 829</box>
australian-news-agency: [PER UNITED PRESS ASSOCIATION.] <box>813 602 944 612</box>
money-heading: CHEAPEST MONEY IN THE MARKET. <box>22 335 142 358</box>
taonui-meeting-heading: Meeting at Taonui <box>357 971 483 989</box>
cable-item: PARIS, June 3. M. Faure's proposal to make the consideration of the question of passport reprisals a matter of urgency, was defeated by an enormous majority. <box>654 938 797 980</box>
board-minutes-item: From Clerk Halcombe Town Board, stating what steps the Board had taken re improvements to the Halcombe Cemetery, and asking for assistance. <box>960 171 1103 213</box>
australian-news-item: A man named Burns, believed to be Riley, the bushranger, who was noted many years ago for his daredevil deeds, has been arrested for horse stealing near Armidale. He made two desperate attempts to shoot Constable Scrimshaw, who caught him. <box>807 755 950 828</box>
divider <box>184 756 318 757</box>
local-news-item: We have an immense stock of Flannels for the present season that are unusually cheap in price and good in quality, comprising—1st, a lot of useful unshrunk Welsh at 4½d, 6½d, 8½d, 10½d, and 1s per yard; 2nd, a very nice soft make called super medium Welsh at 1s, 1s 3d, 1s 6d, and up to 2s 6d per yard; 3rd, heavy Welsh Flannels a very strong make at 1s, 1s 3d, 1s 6d up to 2s 6d per yard, at Te Aro House, Wellington. <box>654 307 797 433</box>
board-minutes-item: Mr Reeve was informed the Board had decided to refuse all similar applications. <box>960 1409 1103 1430</box>
board-minutes-item: From Returning Officer, giving names of newly elected Commissioners for the Ashhurst Licensing District. <box>960 619 1103 651</box>
local-news-item: A meeting of the Feilding Licensing committee will be held here to-morrow. <box>348 1276 491 1297</box>
divider <box>31 852 133 853</box>
commercial-text: CATTLE.—Marton: 2½-year steers, £2 10/-; fat heifers, small, £2 11/6 to £2 17/6. Feilding: Fat cows, £3 15/-; 2-year heifers, £2; milkers, £4; weaners, mixed, 18/-; yearlings, mixed, 23/-. <box>163 1031 338 1074</box>
table-cell <box>349 887 404 899</box>
table-row <box>349 935 491 948</box>
interprovincial-news-item: WELLINGTON, This Day. Judgment in the case of Shaw, Saville, and Co. v. Timaru Harbor Board was given this morning for the Harbor Board on the ground that sufficient notice of action was not given. Leave to appeal to the Privy Council was granted. <box>807 1302 950 1376</box>
board-minutes-item: The minutes of the last meeting were read and confirmed. <box>960 135 1103 156</box>
australian-news-item: ADELAIDE, June 3. One of the trustees in Laws s's estate intends taking proceedings against the liquidators of the Commercial Bank in connection with the £34,000 which the Bank alleged was paid by one trustee without the consent of the others. <box>807 614 950 687</box>
board-minutes-item: Mr Macarthur said he thought action should be taken to get rid of the man. <box>960 1718 1103 1740</box>
greenwood-subheading: DENTAL SURGEONS, WANGANUI. <box>22 1080 142 1090</box>
masthead: THE FEILDING STAR, TUESDAY, JUNE 5, 1888. <box>6 4 1108 23</box>
board-minutes-item: From Colonial Secretary, informing the Board the result of poll for £3350 had been published in the Gazette. <box>960 958 1103 990</box>
sawmillers-text: The following sections suitable for Sawmillers will be disposed of on easy terms:—Section 35/7, sub E.; section 7/8, sub J, containing 1363a 0r. 21p. <box>11 782 153 824</box>
local-news-item: The installation of W. M. of the Rus-hine Masonic lodge, Woodville, will take place on Tuesday the 19th inst. <box>348 1299 491 1331</box>
local-news-item: A notice appears to-day to the effect that Messrs R. Linton and H. Pryce-Jones have been nominated for No. 2 sub-division in the Manchester Road District. The election will take place on Thursday next, the 7th instant, and we understand the contest will be a keen one. <box>501 383 644 467</box>
board-minutes-item: Proposed by Mr Bull, seconded by Mr Reeve, That this Board sympathises with the resolution as passed at the conference of Local Bodies at Wairarapa, and request our member, Mr D. H. Macarthur, to have the Hospital and Charitable Aid Bill amended.—Carried. <box>960 1509 1103 1582</box>
board-minutes-item: Proposed by Mr Reeve, seconded by Mr Macarthur, That a fence be erected round the gravel pit on the Pohangina Terrace near Ashhurst.—Carried. <box>960 1619 1103 1661</box>
interprovincial-news-heading: INTERPROVINCIAL NEWS <box>808 1276 949 1289</box>
australian-news-item: The first issue of tenders for Treasury bills for £250,000 were opened to-day, when it was found that the amount has been over-subscribed by £178,000. The principal tenders were the local banks and capitalists. The prices ranged from par to £1 8s 4d premium. <box>807 1145 950 1218</box>
owen-subheading: LICENSED AND AUTHORISED SURVEYOR. <box>28 1291 135 1312</box>
table-row <box>349 899 491 911</box>
cable-item: ST. PETERSBURG, June 3. The Moscow Gazette, in an article on the relations of Great Britain and China, advises the Chinese to seek the friendship of Russia if prohibited from emigrating to the colonies. <box>654 873 797 936</box>
interprovincial-news-item: NELSON, June 4. The Fruit-growers' Association has unanimously passed the following resolution:—"That the method of dealing with codlin moths embodied in the Bill now before the Council will be expensive, burdensome, and useless, as not being founded upon complete or accurate knowledge of the evil to be remedied, and not providing any effective remedy, and therefore not a desirable Bill to pass." <box>807 1516 950 1631</box>
article-text: Oh GEORGE! GEORGE! your mythical racecake and his Dragon are endeared to our imaginations but you and the codlin moth will require to become legendary song, and make pretty pictures of, before you inspire us with the reverence that your ideas on the subject perhaps deserve. <box>348 463 491 547</box>
crockery-text: consisting of— Toilet Sets, Cups and Saucers, Mugs, Tea Sets, Plates, Dishes, Lamps, Lampware, Tumblers, and Wine Glasses, and a Large Assortment of Chinaware, suitable for presents. <box>163 188 338 241</box>
railway-returns-heading: Railway Returns <box>362 811 478 829</box>
newspaper-title: The Feilding Star. <box>173 1189 328 1227</box>
cable-item: Received, June 5, 12.30 p.m. LONDON, June 4. The match between the Australian eleven and Nottingham began at Nottingham to-day. The County in its first innings lost three wickets for 79 runs. <box>654 1405 797 1468</box>
mails-text: The next English and European mail (via San Francisco) will close at the Feilding office on Friday the 15th day of June, at 8 p.m. In future the Frisco and Direct mails will close at regular intervals of about 14 days. <box>163 829 338 882</box>
sensational-plot-byline: By Electric Telegraph.—Copyright. <box>664 1500 787 1511</box>
cable-item: OTTAWA, June 2. The residents in Canada are agitating in favor of restricting immigration from Great Britain, and ask the Government to legislate in the direction of preventing the introduction of paupers. <box>807 475 950 538</box>
correspondence-heading: CORRESPONDENCE. <box>981 159 1082 170</box>
local-news-item: A correspondent writes complaining of the damage done to a number of graves in the Feilding Cemetery by sheep and horses being allowed to graze therein. We direct the attention of the Cemetery Committee to the matter. <box>501 59 644 122</box>
memoranda-item: A young lady advertises for a situation. Address care of Mr Howell, hairdresser, Fergusson street. <box>654 1750 797 1782</box>
local-news-item: The Post says that the 2d a lb. extra on tea is likely to meet with great opposition, and will probably be rejected. It says the Government will not stand out against this, but will make it plain to country members that if this increase is not carried their subsidies must go. <box>501 297 644 380</box>
birth-heading: BIRTH. <box>233 1152 269 1163</box>
local-news-item: On Saturday the Government received a telegram from London announcing the death of Mr Justice Johnston. The deceased gentleman left New Zealand a few weeks ago for a trip to benefit his health. Yesterday, at Wellington, the Court of Appeal adjourned as a mark of respect to the memory of the deceased judge. <box>501 124 644 218</box>
table-row <box>349 911 491 923</box>
divider <box>369 805 471 806</box>
fagan-text: Best Value ever offered to the public. All are invited to inspect the Stock. <box>11 1487 153 1508</box>
divider <box>31 1139 133 1140</box>
emigrant-text: Plans showing the above sections may be seen at the Corporation office. <box>11 734 153 755</box>
local-news-item: In a jubilant leader on the frozen meat trade, the Lyttelton Times says:—"Freezing not only gives us double the return that boiling-down does, but it gives that return in half the time. The prospect here opened up by absolutely dazzling. . . . At last the freezing industry is beginning to do what it was expected to do at the outset." <box>501 555 644 650</box>
williams-subheading: PHARMACEUTICAL CHEMIST, (by examination) <box>169 602 333 612</box>
board-minutes-item: From Secretary to the Treasury, reminding the Board their share of expenditure in the Waituna and Ashhurst Ridings of the County of Oroua, as yet unpaid. <box>960 701 1103 753</box>
local-news-item: The purchasing public (especially those who pay cash) will be pleased to learn that S. J. Thompson, of the Red House is now marking off his first autumn and winter importations of drapery. The extent and variety has never been greater than at present at the Red House. It ever has and always will be the aim of the proprietor to make the Red House the cheapest Warehouse in Feilding.—ADVT. <box>348 1522 491 1637</box>
table-cell: 231 4 2 <box>421 912 447 922</box>
local-news-item: Archbishop Redwood will shortly be created a Cardinal. <box>348 1180 491 1202</box>
divider <box>31 1350 133 1351</box>
cable-item: In the House of Commons, Mr Labouchere said Lord Salisbury had insulted France by refusing to be officially represented at the Paris Exhibition. Mr W. H. Smith, in reply stated that the action of England was amicably understood. There was, he continued, undoubted danger of a European war, but he trusted that an outbreak between Germany and France would be prevented as both were allies of England. <box>807 292 950 417</box>
emigrant-text: Also,— Sec. 14 (pt), sub K, 100a 0r 0p (25 acres cleared). Sec. 31 (pt), sub O, 215a. 0r. 0p. (50 acres felled and grassed) <box>11 689 153 731</box>
table-cell: 2623 15 11 <box>408 900 447 910</box>
local-news-item: The Auckland Star says:—The fruit-growers throughout the colony are in arms against the Codlin Moth Act, meetings are being held in all fruit-growing districts and petitions adopted against the Bill, which it is declared will ruin the fruit-growing industry. <box>501 221 644 294</box>
public-meeting-text: THE Mayor gives notice to-day that a public meeting will be held in the Foresters' Hall to-morrow (Wednesday) evening at 7.30, to give support to the spirited course in favor of Free-trade principles, which has been taken by our local members, Messrs MACARTHUR, BRUCE, and WILSON, with reference to the Government financial proposals. <box>348 578 491 673</box>
board-minutes-item: The ordinary monthly meeting of the above was held on Saturday last. Present—Messrs Pryce-Jones, Reeve, Wheeler, Bull, and Macarthur. <box>960 67 1103 109</box>
